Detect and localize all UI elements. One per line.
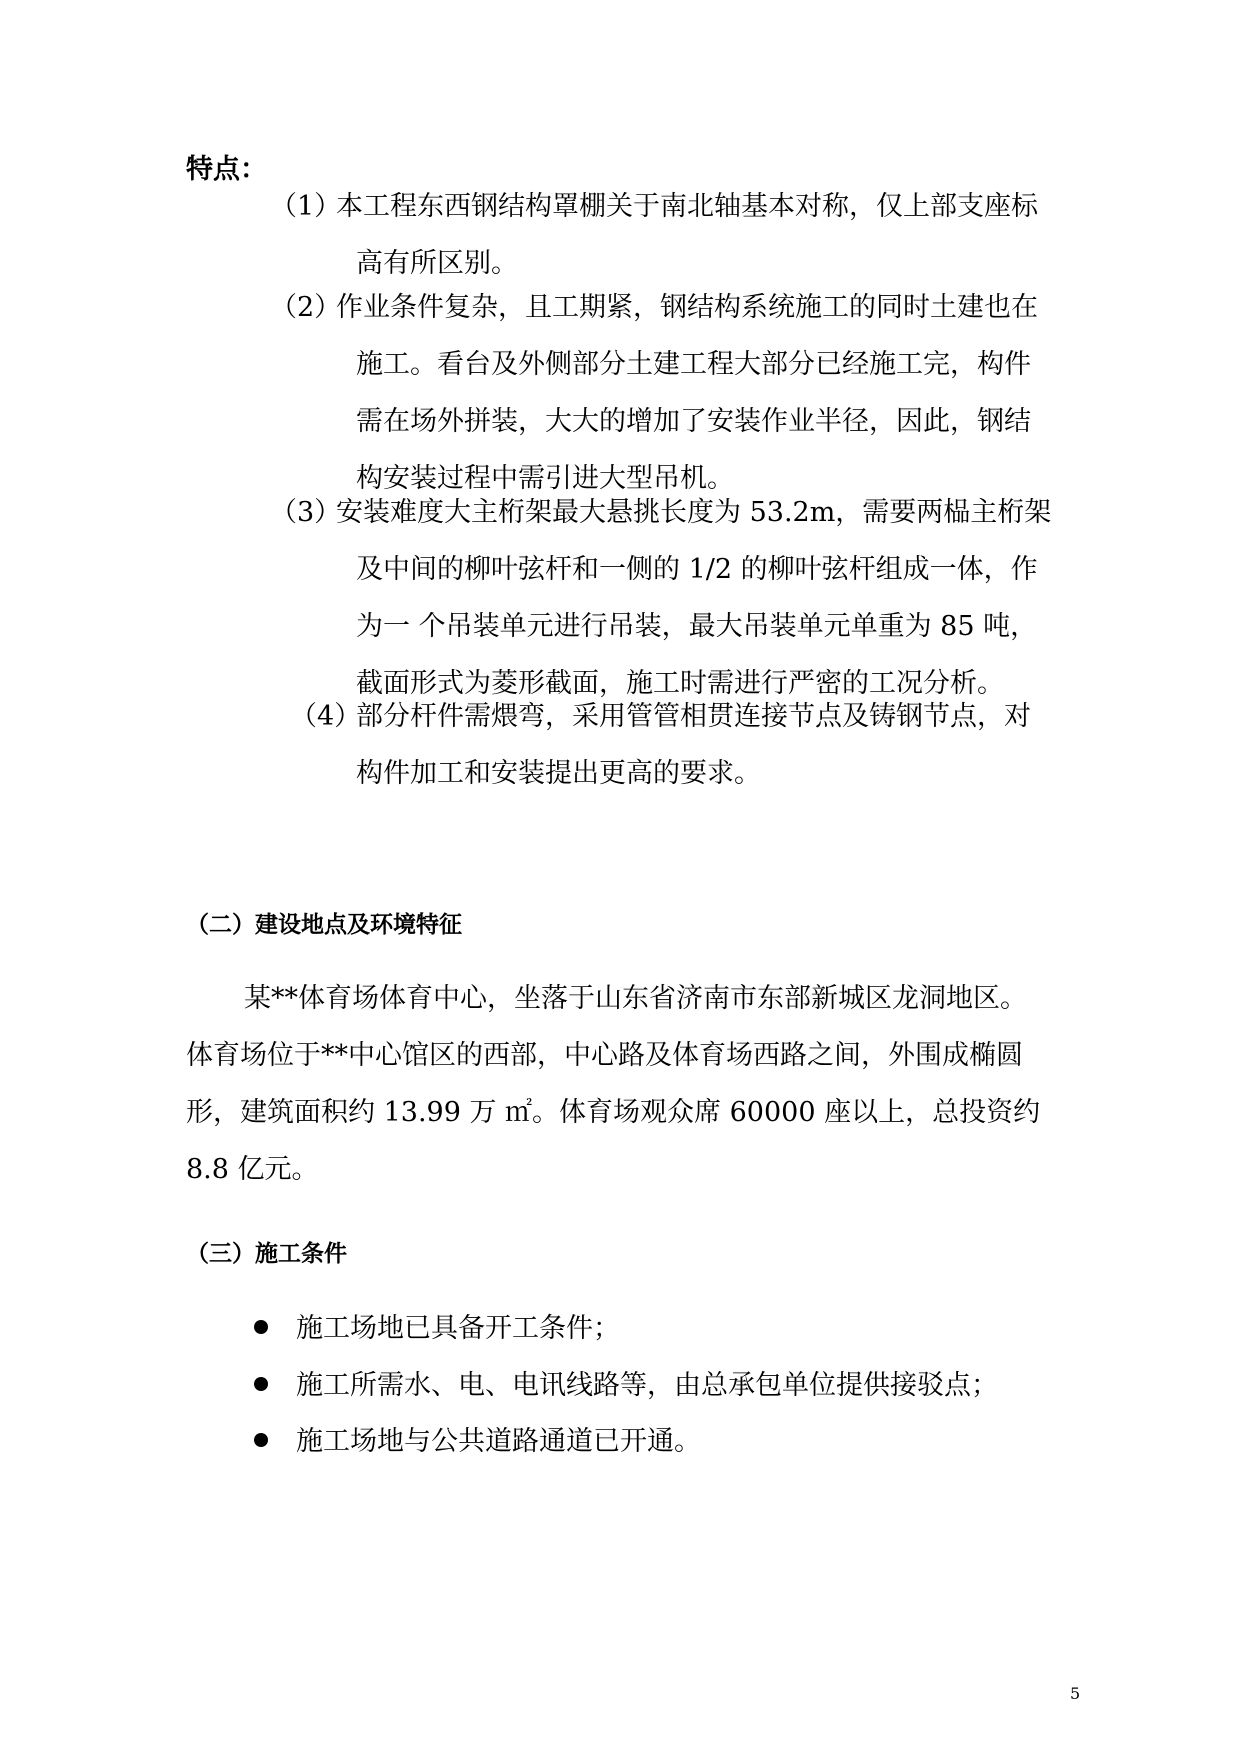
feature-first-line: 部分杆件需煨弯，采用管管相贯连接节点及铸钢节点，对 (356, 701, 1031, 732)
condition-bullet-2 (254, 1366, 998, 1406)
feature-first-line: 安装难度大主桁架最大悬挑长度为 53.2m，需要两榀主桁架 (336, 497, 1052, 528)
feature-number: （1） (270, 191, 342, 222)
section-3-title: （三）施工条件 (186, 1241, 347, 1267)
section-2-title: （二）建设地点及环境特征 (186, 912, 462, 938)
feature-item-2 (270, 279, 1090, 507)
page-number: 5 (1070, 1684, 1081, 1703)
bullet-dot-icon (254, 1377, 268, 1391)
feature-continuation-line: 高有所区别。 (356, 248, 518, 279)
feature-number: （3） (270, 497, 342, 528)
feature-number: （2） (270, 292, 342, 323)
paragraph-line: 8.8 亿元。 (186, 1154, 319, 1185)
feature-continuation-line: 截面形式为菱形截面，施工时需进行严密的工况分析。 (356, 668, 1004, 699)
bullet-text: 施工场地与公共道路通道已开通。 (296, 1426, 701, 1457)
feature-continuation-line: 构件加工和安装提出更高的要求。 (356, 758, 761, 789)
paragraph-line: 体育场位于**中心馆区的西部，中心路及体育场西路之间，外围成椭圆 (186, 1040, 1023, 1071)
condition-bullet-1 (254, 1309, 620, 1349)
bullet-text: 施工场地已具备开工条件； (296, 1313, 620, 1344)
feature-number: （4） (290, 701, 362, 732)
feature-continuation-line: 及中间的柳叶弦杆和一侧的 1/2 的柳叶弦杆组成一体，作 (356, 554, 1038, 585)
feature-first-line: 本工程东西钢结构罩棚关于南北轴基本对称，仅上部支座标 (336, 191, 1038, 222)
feature-first-line: 作业条件复杂，且工期紧，钢结构系统施工的同时土建也在 (336, 292, 1038, 323)
feature-continuation-line: 需在场外拼装，大大的增加了安装作业半径，因此，钢结 (356, 406, 1031, 437)
bullet-text: 施工所需水、电、电讯线路等，由总承包单位提供接驳点； (296, 1370, 998, 1401)
features-heading: 特点： (186, 154, 267, 185)
section-2-paragraph (186, 970, 1091, 1198)
bullet-dot-icon (254, 1320, 268, 1334)
feature-item-3 (270, 484, 1090, 712)
bullet-dot-icon (254, 1433, 268, 1447)
condition-bullet-3 (254, 1422, 701, 1462)
feature-continuation-line: 构安装过程中需引进大型吊机。 (356, 463, 734, 494)
paragraph-line: 形，建筑面积约 13.99 万 ㎡。体育场观众席 60000 座以上，总投资约 (186, 1097, 1041, 1128)
feature-item-1 (270, 178, 1090, 292)
feature-item-4 (290, 688, 1090, 802)
feature-continuation-line: 施工。看台及外侧部分土建工程大部分已经施工完，构件 (356, 349, 1031, 380)
feature-continuation-line: 为一 个吊装单元进行吊装，最大吊装单元单重为 85 吨， (356, 611, 1038, 642)
paragraph-line: 某**体育场体育中心，坐落于山东省济南市东部新城区龙洞地区。 (244, 983, 1027, 1014)
